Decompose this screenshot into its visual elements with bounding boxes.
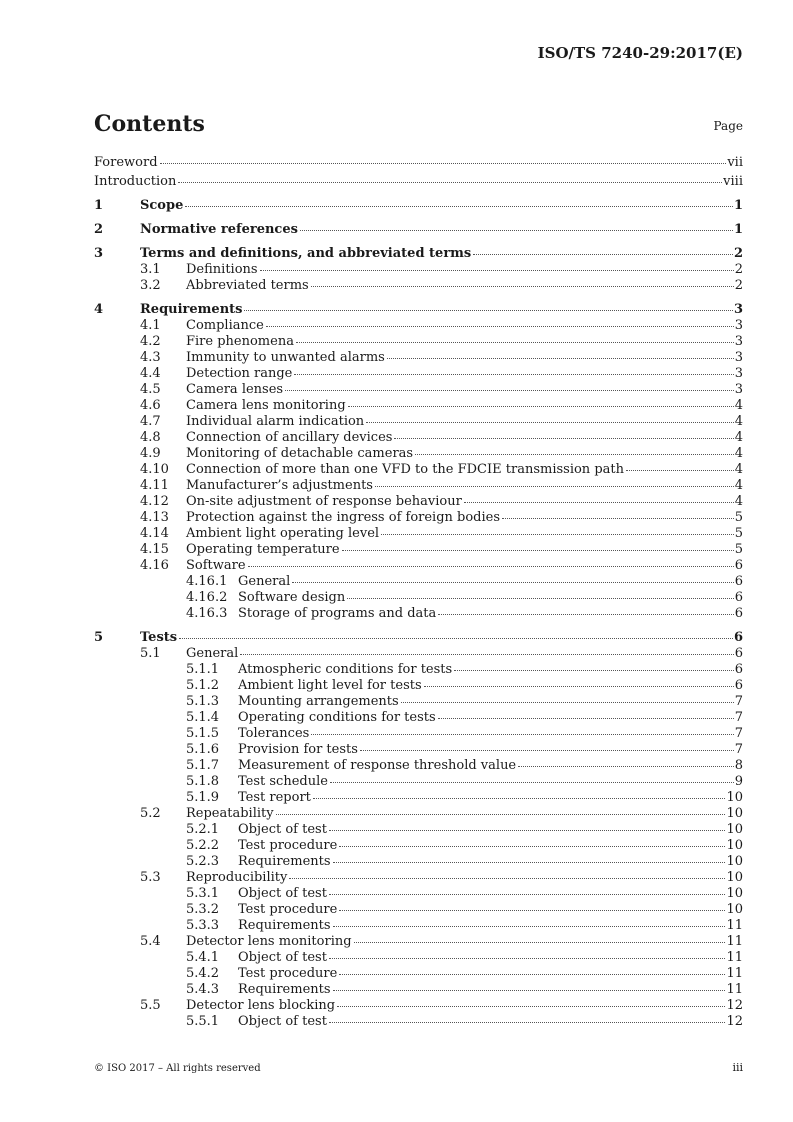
toc-entry-number: 5.2.2 (186, 838, 220, 853)
toc-entry[interactable] (94, 966, 743, 982)
toc-entry-page: 4 (734, 398, 743, 413)
toc-entry-number: 4.13 (140, 510, 169, 525)
toc-entry[interactable] (94, 998, 743, 1014)
toc-entry-number: 4.16.3 (186, 606, 228, 621)
toc-entry-number: 5.1.7 (186, 758, 220, 773)
toc-entry-title: Object of test (238, 886, 327, 901)
toc-entry-page: 6 (734, 646, 743, 661)
document-identifier: ISO/TS 7240-29:2017(E) (537, 44, 743, 62)
toc-entry-page: 3 (734, 334, 743, 349)
toc-entry-page: 6 (733, 630, 743, 645)
toc-entry-title: Requirements (238, 854, 331, 869)
dot-leader (626, 469, 734, 471)
toc-entry-number: 3.1 (140, 262, 161, 277)
toc-entry-title: Detector lens blocking (186, 998, 336, 1013)
toc-entry-page: 6 (734, 590, 743, 605)
toc-entry-title: Test procedure (238, 838, 338, 853)
toc-entry-title: Measurement of response threshold value (238, 758, 517, 773)
toc-entry-number: 4.9 (140, 446, 161, 461)
toc-entry-title: Software design (238, 590, 346, 605)
toc-entry-page: viii (723, 174, 743, 189)
dot-leader (502, 517, 734, 519)
toc-entry-page: 3 (733, 302, 743, 317)
toc-entry-page: 12 (726, 998, 743, 1013)
toc-entry-page: 11 (726, 982, 743, 997)
toc-entry[interactable] (94, 918, 743, 934)
toc-entry[interactable] (94, 414, 743, 430)
toc-entry-title: Atmospheric conditions for tests (238, 662, 453, 677)
dot-leader (300, 229, 733, 231)
dot-leader (375, 485, 734, 487)
toc-entry-title: Repeatability (186, 806, 274, 821)
dot-leader (394, 437, 733, 439)
toc-entry-page: 10 (726, 806, 743, 821)
toc-entry-title: Software (186, 558, 246, 573)
toc-entry[interactable] (94, 174, 743, 190)
toc-entry-page: 7 (734, 710, 743, 725)
toc-entry-page: 1 (733, 222, 743, 237)
toc-entry[interactable] (94, 950, 743, 966)
toc-entry-number: 3.2 (140, 278, 161, 293)
dot-leader (313, 797, 726, 799)
toc-entry-number: 5.3 (140, 870, 161, 885)
toc-entry-title: Scope (140, 198, 184, 213)
page-column-label: Page (713, 119, 743, 133)
toc-entry[interactable] (94, 694, 743, 710)
toc-entry[interactable] (94, 742, 743, 758)
toc-entry-number: 5.1.3 (186, 694, 220, 709)
dot-leader (360, 749, 734, 751)
toc-entry-number: 5.2 (140, 806, 161, 821)
toc-entry-page: 10 (726, 902, 743, 917)
toc-entry-page: 10 (726, 838, 743, 853)
toc-entry[interactable] (94, 478, 743, 494)
toc-entry-page: 7 (734, 694, 743, 709)
dot-leader (473, 253, 733, 255)
toc-entry-title: Operating conditions for tests (238, 710, 436, 725)
dot-leader (289, 877, 725, 879)
toc-entry-number: 4.5 (140, 382, 161, 397)
toc-entry-title: Test procedure (238, 966, 338, 981)
dot-leader (311, 285, 734, 287)
dot-leader (424, 685, 734, 687)
toc-entry-page: 3 (734, 382, 743, 397)
toc-entry[interactable] (94, 774, 743, 790)
dot-leader (454, 669, 734, 671)
toc-entry-page: vii (727, 155, 743, 170)
dot-leader (347, 597, 733, 599)
toc-entry-number: 4.1 (140, 318, 161, 333)
dot-leader (339, 909, 725, 911)
toc-entry-number: 5.3.1 (186, 886, 220, 901)
toc-entry-page: 3 (734, 350, 743, 365)
toc-entry[interactable] (94, 494, 743, 510)
dot-leader (285, 389, 734, 391)
toc-entry-page: 12 (726, 1014, 743, 1029)
toc-entry-number: 4.3 (140, 350, 161, 365)
toc-entry-page: 3 (734, 318, 743, 333)
toc-entry[interactable] (94, 246, 743, 262)
dot-leader (296, 341, 734, 343)
toc-entry[interactable] (94, 334, 743, 350)
dot-leader (333, 925, 726, 927)
toc-entry-number: 5.5 (140, 998, 161, 1013)
toc-entry[interactable] (94, 982, 743, 998)
toc-entry-page: 4 (734, 494, 743, 509)
toc-entry-number: 5.3.2 (186, 902, 220, 917)
toc-entry[interactable] (94, 662, 743, 678)
toc-entry-title: Detection range (186, 366, 293, 381)
toc-entry-number: 4.16.1 (186, 574, 228, 589)
dot-leader (185, 205, 733, 207)
toc-entry-title: Immunity to unwanted alarms (186, 350, 385, 365)
dot-leader (178, 181, 722, 183)
dot-leader (438, 717, 734, 719)
toc-entry-page: 6 (734, 574, 743, 589)
toc-entry-number: 5.2.1 (186, 822, 220, 837)
toc-entry[interactable] (94, 606, 743, 622)
toc-entry-title: Test procedure (238, 902, 338, 917)
toc-entry[interactable] (94, 526, 743, 542)
dot-leader (415, 453, 734, 455)
toc-entry-number: 4.12 (140, 494, 169, 509)
toc-entry[interactable] (94, 934, 743, 950)
toc-entry[interactable] (94, 155, 743, 171)
toc-entry-title: Requirements (140, 302, 243, 317)
toc-entry-number: 5.1.8 (186, 774, 220, 789)
toc-entry-page: 6 (734, 558, 743, 573)
contents-heading-row (94, 111, 743, 141)
dot-leader (339, 845, 725, 847)
toc-entry-title: General (186, 646, 239, 661)
dot-leader (438, 613, 733, 615)
toc-entry[interactable] (94, 366, 743, 382)
dot-leader (329, 829, 726, 831)
toc-entry[interactable] (94, 462, 743, 478)
toc-entry-page: 6 (734, 662, 743, 677)
toc-entry[interactable] (94, 710, 743, 726)
dot-leader (240, 653, 733, 655)
dot-leader (366, 421, 734, 423)
toc-entry[interactable] (94, 558, 743, 574)
toc-entry-page: 4 (734, 430, 743, 445)
toc-entry-title: Camera lenses (186, 382, 284, 397)
toc-entry-title: Connection of more than one VFD to the FDCIE transmission path (186, 462, 624, 477)
toc-entry-number: 5.1.6 (186, 742, 220, 757)
toc-entry-number: 4.14 (140, 526, 169, 541)
toc-entry-page: 9 (734, 774, 743, 789)
toc-entry-title: Operating temperature (186, 542, 340, 557)
dot-leader (329, 957, 726, 959)
dot-leader (348, 405, 734, 407)
toc-entry[interactable] (94, 1014, 743, 1030)
toc-entry-number: 5.1.5 (186, 726, 220, 741)
dot-leader (244, 309, 732, 311)
toc-entry[interactable] (94, 574, 743, 590)
toc-entry[interactable] (94, 806, 743, 822)
toc-entry[interactable] (94, 382, 743, 398)
toc-entry-number: 4.8 (140, 430, 161, 445)
toc-entry[interactable] (94, 222, 743, 238)
toc-entry-page: 2 (734, 262, 743, 277)
toc-entry-page: 11 (726, 966, 743, 981)
toc-entry-number: 1 (94, 198, 104, 213)
toc-entry-number: 5.1.2 (186, 678, 220, 693)
toc-entry-title: Monitoring of detachable cameras (186, 446, 414, 461)
toc-entry-page: 2 (734, 278, 743, 293)
toc-entry[interactable] (94, 446, 743, 462)
toc-entry-page: 10 (726, 822, 743, 837)
toc-entry-title: Camera lens monitoring (186, 398, 346, 413)
toc-entry-number: 4.16 (140, 558, 169, 573)
toc-entry-title: Manufacturer’s adjustments (186, 478, 373, 493)
toc-entry-number: 5.2.3 (186, 854, 220, 869)
toc-entry[interactable] (94, 350, 743, 366)
toc-entry-page: 2 (733, 246, 743, 261)
toc-entry-page: 6 (734, 606, 743, 621)
toc-entry-number: 5.4.3 (186, 982, 220, 997)
toc-entry-page: 11 (726, 918, 743, 933)
dot-leader (333, 861, 726, 863)
toc-entry-title: Normative references (140, 222, 298, 237)
toc-entry-title: Definitions (186, 262, 258, 277)
dot-leader (179, 637, 733, 639)
toc-entry[interactable] (94, 278, 743, 294)
toc-entry-title: Storage of programs and data (238, 606, 437, 621)
footer-copyright: © ISO 2017 – All rights reserved (94, 1063, 261, 1074)
dot-leader (294, 373, 733, 375)
dot-leader (311, 733, 733, 735)
toc-entry-number: 5.4.1 (186, 950, 220, 965)
toc-entry[interactable] (94, 678, 743, 694)
toc-entry[interactable] (94, 854, 743, 870)
toc-entry[interactable] (94, 838, 743, 854)
toc-entry[interactable] (94, 430, 743, 446)
toc-entry-number: 5.5.1 (186, 1014, 220, 1029)
toc-entry[interactable] (94, 790, 743, 806)
toc-entry-title: Object of test (238, 1014, 327, 1029)
dot-leader (329, 893, 726, 895)
dot-leader (248, 565, 734, 567)
toc-entry[interactable] (94, 886, 743, 902)
toc-entry[interactable] (94, 646, 743, 662)
toc-entry[interactable] (94, 902, 743, 918)
toc-entry-title: Object of test (238, 950, 327, 965)
toc-entry-number: 5.4.2 (186, 966, 220, 981)
toc-entry-title: Test report (238, 790, 311, 805)
toc-entry-page: 10 (726, 854, 743, 869)
dot-leader (387, 357, 734, 359)
toc-entry-title: Provision for tests (238, 742, 358, 757)
dot-leader (333, 989, 726, 991)
toc-entry-page: 10 (726, 886, 743, 901)
toc-entry-page: 10 (726, 870, 743, 885)
toc-entry-title: General (238, 574, 291, 589)
toc-entry-number: 4.15 (140, 542, 169, 557)
dot-leader (329, 1021, 726, 1023)
toc-entry-number: 5 (94, 630, 104, 645)
toc-entry-title: Tolerances (238, 726, 310, 741)
toc-entry-number: 5.4 (140, 934, 161, 949)
dot-leader (464, 501, 734, 503)
toc-entry-page: 4 (734, 414, 743, 429)
toc-entry-number: 4.10 (140, 462, 169, 477)
dot-leader (260, 269, 734, 271)
toc-entry-page: 3 (734, 366, 743, 381)
toc-entry-title: Requirements (238, 918, 331, 933)
toc-entry[interactable] (94, 398, 743, 414)
toc-entry-number: 5.1.9 (186, 790, 220, 805)
toc-entry-number: 2 (94, 222, 104, 237)
toc-entry-title: Ambient light operating level (186, 526, 380, 541)
table-of-contents (94, 155, 743, 1030)
toc-entry[interactable] (94, 630, 743, 646)
toc-entry-page: 1 (733, 198, 743, 213)
toc-entry-page: 8 (734, 758, 743, 773)
toc-entry[interactable] (94, 590, 743, 606)
toc-entry-number: 5.3.3 (186, 918, 220, 933)
toc-entry-number: 5.1.1 (186, 662, 220, 677)
toc-entry-page: 7 (734, 726, 743, 741)
toc-entry-page: 4 (734, 478, 743, 493)
toc-entry-title: Individual alarm indication (186, 414, 365, 429)
toc-entry-title: Abbreviated terms (186, 278, 309, 293)
toc-entry[interactable] (94, 318, 743, 334)
toc-entry-page: 11 (726, 934, 743, 949)
toc-entry-number: 4.7 (140, 414, 161, 429)
toc-entry-title: Terms and definitions, and abbreviated terms (140, 246, 472, 261)
toc-entry-page: 10 (726, 790, 743, 805)
toc-entry[interactable] (94, 510, 743, 526)
toc-entry-title: Foreword (94, 155, 158, 170)
dot-leader (401, 701, 734, 703)
toc-entry[interactable] (94, 302, 743, 318)
toc-entry-number: 3 (94, 246, 104, 261)
dot-leader (337, 1005, 725, 1007)
toc-entry-number: 4.11 (140, 478, 169, 493)
toc-entry-number: 4.4 (140, 366, 161, 381)
toc-entry-title: Compliance (186, 318, 264, 333)
contents-title: Contents (94, 111, 205, 137)
toc-entry[interactable] (94, 822, 743, 838)
toc-entry-page: 6 (734, 678, 743, 693)
toc-entry-title: Mounting arrangements (238, 694, 399, 709)
toc-entry-title: Fire phenomena (186, 334, 294, 349)
toc-entry-page: 5 (734, 542, 743, 557)
toc-entry-number: 4 (94, 302, 104, 317)
toc-entry-page: 4 (734, 462, 743, 477)
toc-entry-title: Ambient light level for tests (238, 678, 422, 693)
toc-entry-number: 4.2 (140, 334, 161, 349)
dot-leader (266, 325, 734, 327)
toc-entry-title: Detector lens monitoring (186, 934, 352, 949)
toc-entry-page: 4 (734, 446, 743, 461)
toc-entry[interactable] (94, 758, 743, 774)
dot-leader (354, 941, 726, 943)
toc-entry-title: Connection of ancillary devices (186, 430, 393, 445)
footer-page-number: iii (732, 1061, 743, 1074)
dot-leader (381, 533, 734, 535)
toc-entry-title: Requirements (238, 982, 331, 997)
toc-entry[interactable] (94, 198, 743, 214)
toc-entry-number: 4.6 (140, 398, 161, 413)
toc-entry[interactable] (94, 262, 743, 278)
dot-leader (292, 581, 733, 583)
dot-leader (339, 973, 725, 975)
toc-entry[interactable] (94, 870, 743, 886)
toc-entry-title: Tests (140, 630, 178, 645)
toc-entry[interactable] (94, 726, 743, 742)
dot-leader (160, 162, 727, 164)
toc-entry-number: 5.1 (140, 646, 161, 661)
toc-entry-title: On-site adjustment of response behaviour (186, 494, 462, 509)
toc-entry-title: Introduction (94, 174, 177, 189)
toc-entry-title: Object of test (238, 822, 327, 837)
toc-entry-title: Test schedule (238, 774, 328, 789)
dot-leader (342, 549, 734, 551)
toc-entry-title: Protection against the ingress of foreign bodies (186, 510, 501, 525)
dot-leader (276, 813, 726, 815)
toc-entry-title: Reproducibility (186, 870, 288, 885)
dot-leader (330, 781, 734, 783)
toc-entry-page: 5 (734, 510, 743, 525)
dot-leader (518, 765, 734, 767)
toc-entry-number: 4.16.2 (186, 590, 228, 605)
toc-entry[interactable] (94, 542, 743, 558)
toc-entry-page: 7 (734, 742, 743, 757)
toc-entry-page: 11 (726, 950, 743, 965)
toc-entry-page: 5 (734, 526, 743, 541)
toc-entry-number: 5.1.4 (186, 710, 220, 725)
